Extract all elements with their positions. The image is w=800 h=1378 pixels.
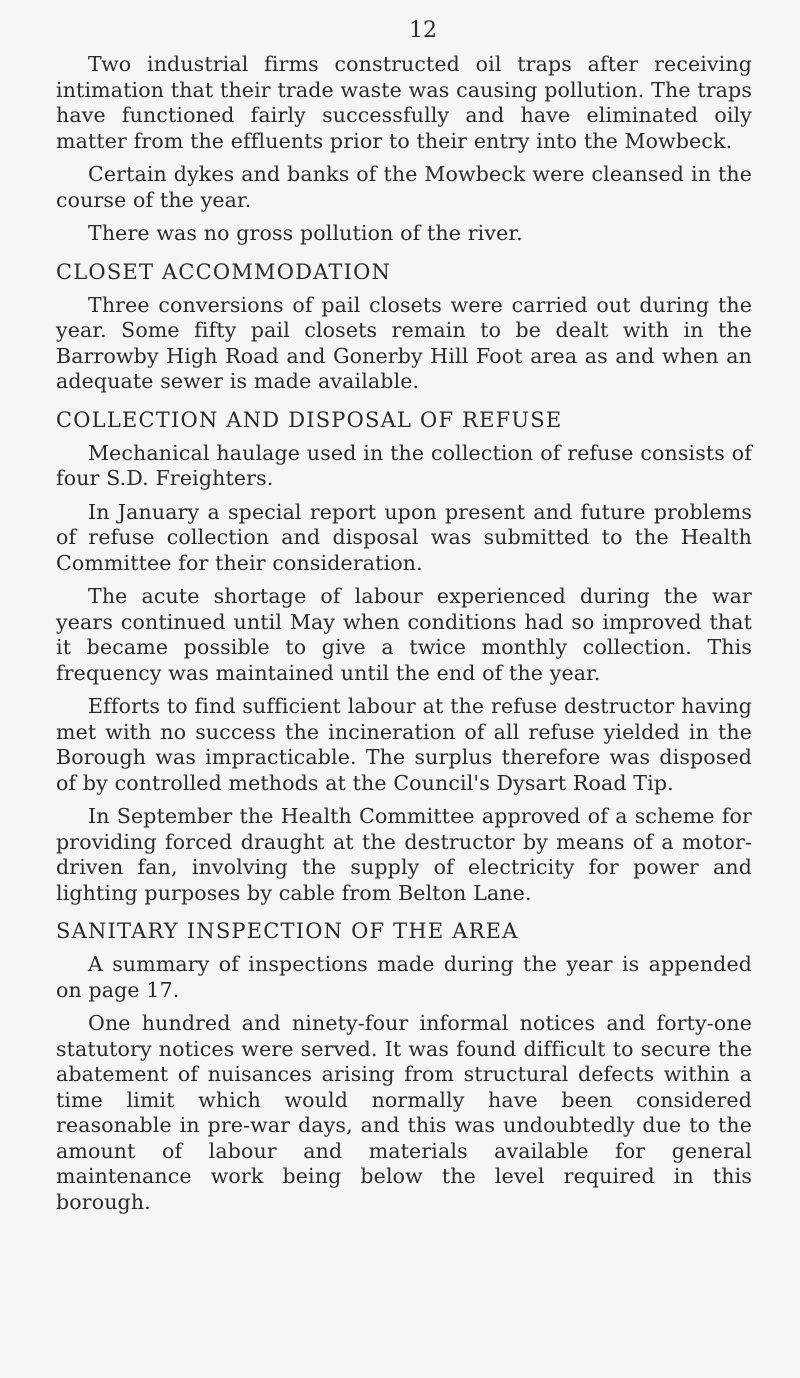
- intro-section: [56, 52, 752, 247]
- paragraph: Efforts to find sufficient labour at the refuse destructor having met with no success the incineration of all refuse yielded in the Borough was impracticable. The surplus therefore was disposed of by controlled methods at the Council's Dysart Road Tip.: [56, 694, 752, 795]
- paragraph: Two industrial firms constructed oil traps after receiving intimation that their trade waste was causing pollution. The traps have functioned fairly successfully and have eliminated oily matter from the effluents prior to their entry into the Mowbeck.: [56, 52, 752, 153]
- section-heading: CLOSET ACCOMMODATION: [56, 259, 392, 284]
- section-refuse-collection: [56, 407, 752, 907]
- paragraph: Certain dykes and banks of the Mowbeck were cleansed in the course of the year.: [56, 162, 752, 212]
- section-sanitary-inspection: [56, 918, 752, 1215]
- paragraph: A summary of inspections made during the year is appended on page 17.: [56, 952, 752, 1002]
- paragraph: There was no gross pollution of the river.: [88, 221, 523, 245]
- paragraph: One hundred and ninety-four informal notices and forty-one statutory notices were served. It was found difficult to secure the abatement of nuisances arising from structural defects within a time limit which would normally have been considered reasonable in pre-war days, and this was undoubtedly due to the amount of labour and materials available for general maintenance work being below the level required in this borough.: [56, 1011, 752, 1214]
- section-closet-accommodation: [56, 259, 752, 395]
- paragraph: In September the Health Committee approved of a scheme for providing forced draught at the destructor by means of a motor-driven fan, involving the supply of electricity for power and lighting purposes by cable from Belton Lane.: [56, 804, 752, 905]
- paragraph: Three conversions of pail closets were carried out during the year. Some fifty pail closets remain to be dealt with in the Barrowby High Road and Gonerby Hill Foot area as and when an adequate sewer is made available.: [56, 292, 752, 393]
- paragraph: The acute shortage of labour experienced during the war years continued until May when conditions had so improved that it became possible to give a twice monthly collection. This frequency was maintained until the end of the year.: [56, 584, 752, 685]
- paragraph: Mechanical haulage used in the collection of refuse consists of four S.D. Freighters.: [56, 440, 752, 490]
- section-heading: SANITARY INSPECTION OF THE AREA: [56, 919, 519, 943]
- page-number: 12: [409, 18, 437, 43]
- section-heading: COLLECTION AND DISPOSAL OF REFUSE: [56, 407, 563, 432]
- paragraph: In January a special report upon present and future problems of refuse collection and disposal was submitted to the Health Committee for their consideration.: [56, 499, 752, 575]
